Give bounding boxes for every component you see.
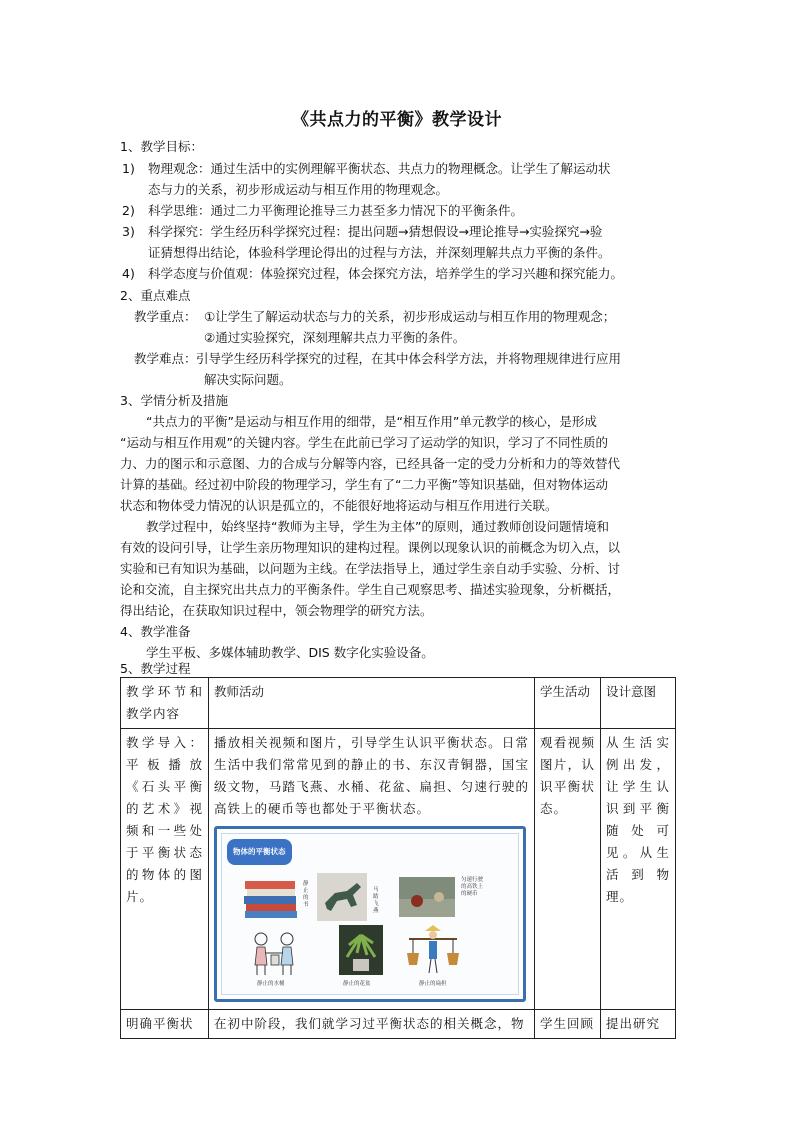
objective-number: 4) — [122, 266, 135, 281]
bronze-horse-image — [317, 873, 367, 921]
difficult-points-label: 教学难点： — [134, 351, 197, 366]
caption-pole: 静止的扁担 — [419, 981, 447, 987]
analysis-para2-line: 教学过程中，始终坚持“教师为主导，学生为主体”的原则，通过教师创设问题情境和 — [146, 519, 609, 534]
teacher-activity-text: 播放相关视频和图片，引导学生认识平衡状态。日常生活中我们常常见到的静止的书、东汉青铜器，国宝级文物，马踏飞燕、水桶、花盆、扁担、匀速行驶的高铁上的硬币等也都处于平衡状态。 — [214, 735, 529, 816]
key-point-2: ②通过实验探究，深刻理解共点力平衡的条件。 — [204, 330, 466, 345]
caption-horse: 马踏飞燕 — [373, 887, 379, 914]
key-points-label: 教学重点： — [134, 309, 197, 324]
cell-stage: 明确平衡状 — [121, 1010, 209, 1039]
table-row — [121, 1010, 676, 1039]
slide-screenshot — [214, 826, 526, 1002]
table-header-row — [121, 678, 676, 729]
header-cell-intent: 设计意图 — [601, 678, 676, 729]
objective-text: 科学态度与价值观：体验探究过程，体会探究方法，培养学生的学习兴趣和探究能力。 — [148, 266, 624, 281]
analysis-para1-line: “共点力的平衡”是运动与相互作用的细带，是“相互作用”单元教学的核心，是形成 — [146, 414, 597, 429]
caption-bucket: 静止的水桶 — [257, 981, 285, 987]
section-heading-process: 5、教学过程 — [120, 661, 191, 676]
objective-text: 科学思维：通过二力平衡理论推导三力甚至多力情况下的平衡条件。 — [148, 203, 524, 218]
analysis-para1-line: 计算的基础。经过初中阶段的物理学习，学生有了“二力平衡”等知识基础，但对物体运动 — [120, 477, 608, 492]
slide-title-tag: 物体的平衡状态 — [227, 839, 292, 865]
analysis-para1-line: “运动与相互作用观”的关键内容。学生在此前已学习了运动学的知识，学习了不同性质的 — [120, 435, 608, 450]
analysis-para2-line: 实验和已有知识为基础，以问题为主线。在学法指导上，通过学生亲自动手实验、分析、讨 — [120, 561, 621, 576]
cell-student: 学生回顾 — [535, 1010, 601, 1039]
objective-text-cont: 证猜想得出结论，体验科学理论得出的过程与方法，并深刻理解共点力平衡的条件。 — [148, 245, 611, 260]
caption-books: 静止的书 — [303, 881, 309, 908]
section-heading-objectives: 1、教学目标： — [120, 139, 203, 154]
objective-text-cont: 态与力的关系，初步形成运动与相互作用的物理观念。 — [148, 182, 449, 197]
cell-stage: 教学导入：平板播放《石头平衡的艺术》视频和一些处于平衡状态的物体的图片。 — [121, 729, 209, 1010]
cell-teacher — [209, 729, 535, 1010]
objective-text: 科学探究：学生经历科学探究过程：提出问题→猜想假设→理论推导→实验探究→验 — [148, 224, 603, 239]
key-point-1: ①让学生了解运动状态与力的关系，初步形成运动与相互作用的物理观念； — [204, 309, 616, 324]
cell-intent: 提出研究 — [601, 1010, 676, 1039]
flower-pot-image — [339, 925, 383, 975]
analysis-para2-line: 得出结论，在获取知识过程中，领会物理学的研究方法。 — [120, 603, 433, 618]
train-coin-image — [399, 877, 455, 917]
section-heading-keypoints: 2、重点难点 — [120, 288, 191, 303]
difficult-point-cont: 解决实际问题。 — [204, 372, 292, 387]
document-title: 《共点力的平衡》教学设计 — [292, 110, 502, 130]
analysis-para2-line: 论和交流，自主探究出共点力的平衡条件。学生自己观察思考、描述实验现象，分析概括， — [120, 582, 621, 597]
water-bucket-image — [245, 929, 303, 979]
header-cell-student: 学生活动 — [535, 678, 601, 729]
carrying-pole-image — [405, 925, 461, 977]
objective-number: 3) — [122, 224, 135, 239]
analysis-para1-line: 状态和物体受力情况的认识是孤立的，不能很好地将运动与相互作用进行关联。 — [120, 498, 558, 513]
analysis-para2-line: 有效的设问引导，让学生亲历物理知识的建构过程。课例以现象认识的前概念为切入点，以 — [120, 540, 621, 555]
caption-flower-pot: 静止的花盆 — [343, 981, 371, 987]
difficult-point: 引导学生经历科学探究的过程，在其中体会科学方法，并将物理规律进行应用 — [196, 351, 622, 366]
cell-intent: 从生活实例出发，让学生认识到平衡随处可见。从生活到物理。 — [601, 729, 676, 1010]
cell-teacher: 在初中阶段，我们就学习过平衡状态的相关概念，物 — [209, 1010, 535, 1039]
objective-number: 2) — [122, 203, 135, 218]
objective-text: 物理观念：通过生活中的实例理解平衡状态、共点力的物理概念。让学生了解运动状 — [148, 161, 611, 176]
section-heading-preparation: 4、教学准备 — [120, 624, 191, 639]
objective-number: 1) — [122, 161, 135, 176]
section-heading-analysis: 3、学情分析及措施 — [120, 393, 228, 408]
cell-student: 观看视频图片，认识平衡状态。 — [535, 729, 601, 1010]
caption-coin: 匀速行驶的高铁上的硬币 — [461, 877, 484, 897]
analysis-para1-line: 力、力的图示和示意图、力的合成与分解等内容，已经具备一定的受力分析和力的等效替代 — [120, 456, 621, 471]
header-cell-stage: 教学环节和教学内容 — [121, 678, 209, 729]
header-cell-teacher: 教师活动 — [209, 678, 535, 729]
table-row — [121, 729, 676, 1010]
teaching-process-table — [120, 677, 676, 1039]
preparation-text: 学生平板、多媒体辅助教学、DIS 数字化实验设备。 — [146, 645, 434, 660]
books-image — [243, 877, 299, 919]
